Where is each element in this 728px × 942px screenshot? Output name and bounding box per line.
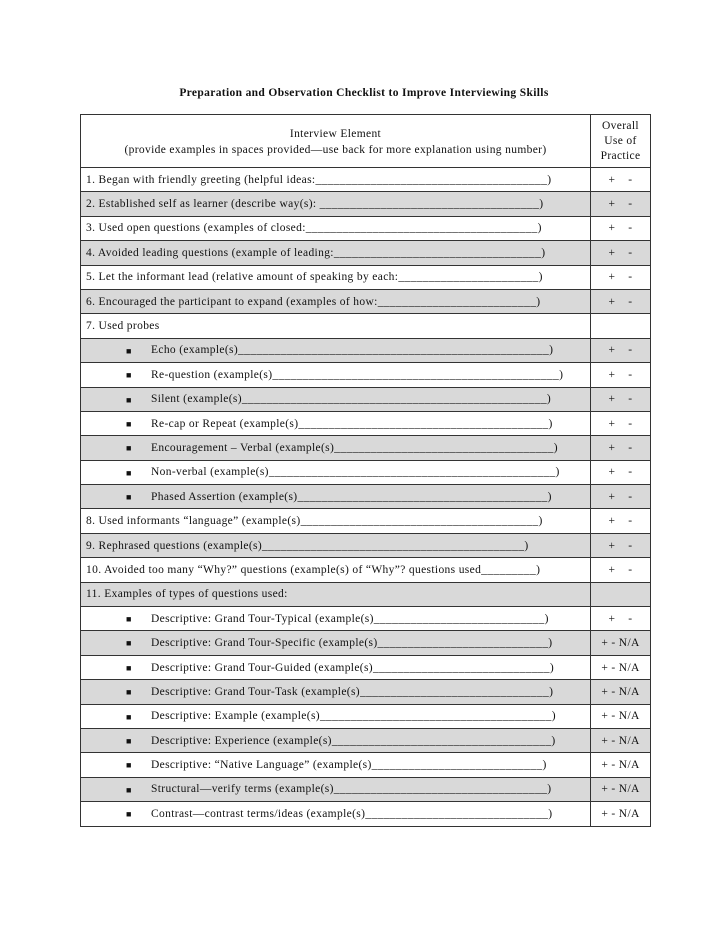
sub-item-text: Descriptive: Experience (example(s)____________________________________) (151, 734, 556, 747)
square-bullet-icon: ■ (126, 443, 132, 454)
table-row (81, 728, 651, 752)
interview-element-title: Interview Element (289, 128, 382, 140)
sub-item (81, 607, 591, 631)
section-heading: 11. Examples of types of questions used: (81, 582, 591, 606)
sub-item (81, 485, 591, 509)
square-bullet-icon: ■ (126, 638, 132, 649)
sub-item-text: Descriptive: “Native Language” (example(s)____________________________) (151, 759, 547, 772)
checklist-table (80, 114, 651, 827)
rating-cell: + - (591, 436, 651, 460)
rating-cell: + - (591, 216, 651, 240)
practice-header-line2: Use of (604, 134, 637, 147)
table-row (81, 582, 651, 606)
table-row (81, 387, 651, 411)
table-row (81, 363, 651, 387)
sub-item-text: Silent (example(s)__________________________________________________) (151, 393, 552, 406)
rating-cell: + - (591, 509, 651, 533)
rating-cell: + - N/A (591, 728, 651, 752)
item-text: 10. Avoided too many “Why?” questions (example(s) of “Why”? questions used_________) (81, 558, 591, 582)
rating-cell: + - N/A (591, 753, 651, 777)
table-row (81, 607, 651, 631)
table-row (81, 680, 651, 704)
sub-item-text: Re-question (example(s)_______________________________________________) (151, 368, 564, 381)
square-bullet-icon: ■ (126, 809, 132, 820)
rating-cell: + - (591, 460, 651, 484)
square-bullet-icon: ■ (126, 418, 132, 429)
sub-item (81, 777, 591, 801)
rating-cell: + - (591, 241, 651, 265)
sub-item-text: Non-verbal (example(s)_______________________________________________) (151, 466, 560, 479)
item-text: 3. Used open questions (examples of closed:______________________________________) (81, 216, 591, 240)
rating-cell: + - N/A (591, 631, 651, 655)
rating-cell: + - (591, 387, 651, 411)
rating-cell: + - N/A (591, 802, 651, 826)
table-row (81, 241, 651, 265)
item-text: 1. Began with friendly greeting (helpful ideas:______________________________________) (81, 168, 591, 192)
square-bullet-icon: ■ (126, 370, 132, 381)
square-bullet-icon: ■ (126, 345, 132, 356)
practice-header-line3: Practice (600, 149, 641, 162)
table-row (81, 704, 651, 728)
table-row (81, 192, 651, 216)
overall-use-header (591, 115, 651, 168)
rating-cell: + - (591, 168, 651, 192)
item-text: 8. Used informants “language” (example(s)_______________________________________) (81, 509, 591, 533)
sub-item (81, 753, 591, 777)
sub-item (81, 631, 591, 655)
rating-cell: + - N/A (591, 655, 651, 679)
sub-item-text: Contrast—contrast terms/ideas (example(s)______________________________) (151, 807, 553, 820)
square-bullet-icon: ■ (126, 711, 132, 722)
sub-item-text: Descriptive: Example (example(s)______________________________________) (151, 710, 556, 723)
rating-cell: + - (591, 363, 651, 387)
practice-header-line1: Overall (602, 119, 639, 132)
rating-cell: + - N/A (591, 777, 651, 801)
table-row (81, 265, 651, 289)
rating-cell: + - (591, 411, 651, 435)
table-row (81, 533, 651, 557)
sub-item-text: Echo (example(s)___________________________________________________) (151, 344, 554, 357)
square-bullet-icon: ■ (126, 662, 132, 673)
item-text: 5. Let the informant lead (relative amount of speaking by each:_______________________) (81, 265, 591, 289)
item-text: 2. Established self as learner (describe way(s): ____________________________________) (81, 192, 591, 216)
table-row (81, 289, 651, 313)
sub-item-text: Descriptive: Grand Tour-Task (example(s)_______________________________) (151, 685, 554, 698)
rating-cell: + - (591, 338, 651, 362)
table-row (81, 314, 651, 338)
square-bullet-icon: ■ (126, 394, 132, 405)
rating-cell: + - (591, 485, 651, 509)
rating-cell: + - (591, 558, 651, 582)
table-row (81, 460, 651, 484)
rating-cell (591, 582, 651, 606)
table-row (81, 753, 651, 777)
sub-item-text: Encouragement – Verbal (example(s)____________________________________) (151, 441, 558, 454)
rating-cell: + - (591, 265, 651, 289)
section-heading: 7. Used probes (81, 314, 591, 338)
rating-cell: + - (591, 607, 651, 631)
rating-cell: + - N/A (591, 704, 651, 728)
square-bullet-icon: ■ (126, 614, 132, 625)
table-row (81, 216, 651, 240)
sub-item (81, 802, 591, 826)
table-row (81, 338, 651, 362)
sub-item-text: Descriptive: Grand Tour-Guided (example(s)_____________________________) (151, 661, 555, 674)
sub-item-text: Descriptive: Grand Tour-Specific (example(s)____________________________) (151, 637, 553, 650)
item-text: 4. Avoided leading questions (example of leading:__________________________________) (81, 241, 591, 265)
sub-item (81, 655, 591, 679)
sub-item (81, 704, 591, 728)
rating-cell: + - (591, 533, 651, 557)
page-title: Preparation and Observation Checklist to Improve Interviewing Skills (179, 87, 549, 99)
sub-item (81, 728, 591, 752)
sub-item (81, 680, 591, 704)
table-row (81, 436, 651, 460)
table-row (81, 509, 651, 533)
table-row (81, 558, 651, 582)
sub-item-text: Descriptive: Grand Tour-Typical (example(s)____________________________) (151, 612, 549, 625)
table-row (81, 802, 651, 826)
table-row (81, 631, 651, 655)
table-row (81, 485, 651, 509)
rating-cell: + - N/A (591, 680, 651, 704)
interview-element-subtitle: (provide examples in spaces provided—use back for more explanation using number) (124, 144, 547, 156)
item-text: 9. Rephrased questions (example(s)___________________________________________) (81, 533, 591, 557)
square-bullet-icon: ■ (126, 467, 132, 478)
table-row (81, 777, 651, 801)
rating-cell (591, 314, 651, 338)
square-bullet-icon: ■ (126, 492, 132, 503)
rating-cell: + - (591, 289, 651, 313)
square-bullet-icon: ■ (126, 784, 132, 795)
square-bullet-icon: ■ (126, 687, 132, 698)
sub-item-text: Structural—verify terms (example(s)___________________________________) (151, 783, 552, 796)
sub-item (81, 363, 591, 387)
sub-item (81, 338, 591, 362)
sub-item-text: Re-cap or Repeat (example(s)_________________________________________) (151, 417, 553, 430)
sub-item (81, 387, 591, 411)
table-row (81, 655, 651, 679)
sub-item-text: Phased Assertion (example(s)_________________________________________) (151, 490, 552, 503)
table-row (81, 168, 651, 192)
table-row (81, 411, 651, 435)
interview-element-header (81, 115, 591, 168)
sub-item (81, 460, 591, 484)
square-bullet-icon: ■ (126, 736, 132, 747)
item-text: 6. Encouraged the participant to expand (examples of how:__________________________) (81, 289, 591, 313)
table-header-row (81, 115, 651, 168)
rating-cell: + - (591, 192, 651, 216)
sub-item (81, 436, 591, 460)
square-bullet-icon: ■ (126, 760, 132, 771)
sub-item (81, 411, 591, 435)
